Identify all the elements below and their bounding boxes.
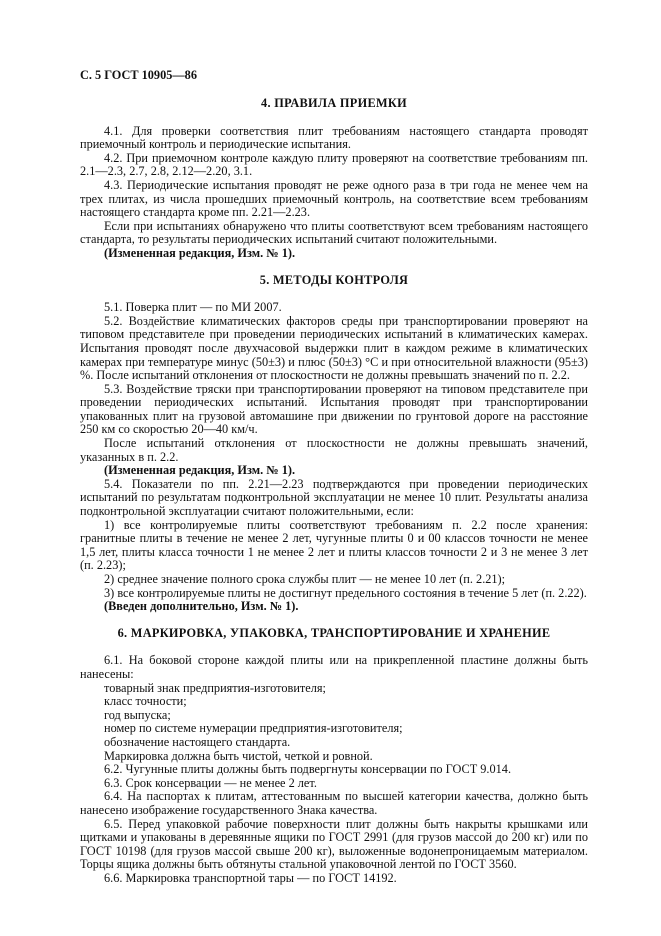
marking-item-number: номер по системе нумерации предприятия-изготовителя; — [104, 721, 403, 736]
list-item-5-4-3: 3) все контролируемые плиты не достигнут предельного состояния в течение 5 лет (п. 2.22). — [104, 585, 587, 600]
document-body — [80, 97, 588, 885]
list-item-5-4-1: 1) все контролируемые плиты соответствуют требованиям п. 2.2 после хранения: гранитные плиты в течение не менее 2 лет, чугунные плиты 0 и 00 классов точности не менее 1,5 лет, плиты класса точности 1 не менее 2 лет и плиты классов точности 2 и 3 не менее 3 лет (п. 2.23); — [80, 517, 588, 573]
section-6-title: 6. МАРКИРОВКА, УПАКОВКА, ТРАНСПОРТИРОВАНИЕ И ХРАНЕНИЕ — [117, 625, 551, 640]
paragraph-5-3-note: После испытаний отклонения от плоскостности не должны превышать значений, указанных в п. 2.2. — [80, 436, 588, 464]
paragraph-6-5: 6.5. Перед упаковкой рабочие поверхности плит должны быть накрыты крышками или щитками и упакованы в деревянные ящики по ГОСТ 2991 (для грузов массой до 200 кг) или по ГОСТ 10198 (для грузов массой свыше 200 кг), выложенные водонепроницаемым материалом. Торцы ящика должны быть обтянуты стальной упаковочной лентой по ГОСТ 3560. — [80, 816, 588, 872]
paragraph-6-2: 6.2. Чугунные плиты должны быть подвергнуты консервации по ГОСТ 9.014. — [104, 762, 512, 777]
paragraph-4-3-note: Если при испытаниях обнаружено что плиты соответствуют всем требованиям настоящего стандарта, то результаты периодических испытаний считают положительными. — [80, 218, 588, 247]
paragraph-4-3: 4.3. Периодические испытания проводят не реже одного раза в три года не менее чем на трех плитах, из числа прошедших приемочный контроль, на соответствие всем требованиям настоящего стандарта кроме пп. 2.21—2.23. — [80, 177, 588, 220]
page-header: С. 5 ГОСТ 10905—86 — [80, 68, 197, 82]
amendment-note-4: (Измененная редакция, Изм. № 1). — [104, 245, 296, 260]
paragraph-6-3: 6.3. Срок консервации — не менее 2 лет. — [104, 775, 317, 790]
paragraph-6-1: 6.1. На боковой стороне каждой плиты или на прикрепленной пластине должны быть нанесены: — [80, 653, 588, 681]
paragraph-6-4: 6.4. На паспортах к плитам, аттестованным по высшей категории качества, должно быть нанесено изображение государственного Знака качества. — [80, 789, 588, 817]
paragraph-4-1: 4.1. Для проверки соответствия плит требованиям настоящего стандарта проводят приемочный контроль и периодические испытания. — [80, 123, 588, 152]
section-4-title: 4. ПРАВИЛА ПРИЕМКИ — [261, 96, 407, 110]
marking-item-accuracy-class: класс точности; — [104, 694, 187, 709]
marking-item-trademark: товарный знак предприятия-изготовителя; — [104, 680, 326, 695]
amendment-note-5-4: (Введен дополнительно, Изм. № 1). — [104, 599, 299, 614]
paragraph-4-2: 4.2. При приемочном контроле каждую плиту проверяют на соответствие требованиям пп. 2.1—2.3, 2.7, 2.8, 2.12—2.20, 3.1. — [80, 150, 588, 179]
paragraph-6-6: 6.6. Маркировка транспортной тары — по ГОСТ 14192. — [104, 870, 397, 885]
paragraph-5-4: 5.4. Показатели по пп. 2.21—2.23 подтверждаются при проведении периодических испытаний по результатам подконтрольной эксплуатации не менее 10 плит. Результаты анализа подконтрольной эксплуатации считают положительными, если: — [80, 476, 588, 519]
marking-item-standard: обозначение настоящего стандарта. — [104, 734, 291, 749]
list-item-5-4-2: 2) среднее значение полного срока службы плит — не менее 10 лет (п. 2.21); — [104, 572, 506, 586]
paragraph-5-3: 5.3. Воздействие тряски при транспортировании проверяют на типовом представителе при проведении периодических испытаний. Испытания проводят при транспортировании упакованных плит на грузовой автомашине при движении по грунтовой дороге на расстояние 250 км со скоростью 20—40 км/ч. — [80, 381, 588, 437]
paragraph-5-1: 5.1. Поверка плит — по МИ 2007. — [104, 300, 282, 315]
section-5-title: 5. МЕТОДЫ КОНТРОЛЯ — [259, 272, 409, 287]
marking-item-year: год выпуска; — [104, 707, 171, 722]
paragraph-6-1-note: Маркировка должна быть чистой, четкой и ровной. — [104, 748, 373, 763]
paragraph-5-2: 5.2. Воздействие климатических факторов среды при транспортировании проверяют на типовом представителе при проведении периодических испытаний в климатических камерах. Испытания проводят после двухчасовой выдержки плит в каждом режиме в климатических камерах при температуре минус (50±3) и плюс (50±3) °С и при относительной влажности (95±3) %. После испытаний отклонения от плоскостности не должны превышать значений по п. 2.2. — [80, 313, 588, 383]
amendment-note-5-3: (Измененная редакция, Изм. № 1). — [104, 463, 296, 478]
